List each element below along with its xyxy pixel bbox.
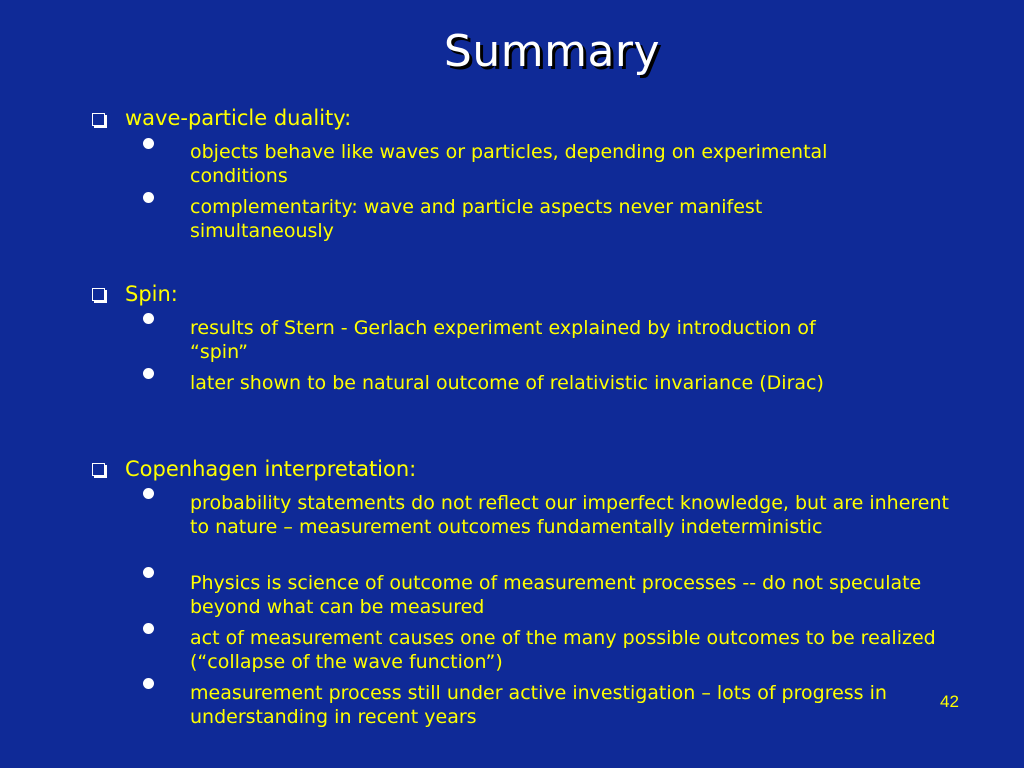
- bullet-dot-icon: [143, 313, 154, 324]
- bullet-dot-icon: [143, 368, 154, 379]
- section-box-bullet-icon: [92, 463, 105, 476]
- bullet-dot-icon: [143, 488, 154, 499]
- section-box-bullet-icon: [92, 113, 105, 126]
- section-heading-copenhagen: Copenhagen interpretation:: [125, 457, 417, 481]
- list-item: results of Stern - Gerlach experiment explained by introduction of “spin”: [190, 317, 816, 363]
- list-item: objects behave like waves or particles, depending on experimental conditions: [190, 141, 828, 187]
- section-box-bullet-icon: [92, 288, 105, 301]
- section-heading-spin: Spin:: [125, 282, 178, 306]
- bullet-dot-icon: [143, 567, 154, 578]
- bullet-dot-icon: [143, 623, 154, 634]
- list-item: later shown to be natural outcome of relativistic invariance (Dirac): [190, 372, 824, 394]
- slide-title: Summary: [443, 26, 661, 77]
- section-heading-wave-particle: wave-particle duality:: [125, 106, 352, 130]
- list-item: probability statements do not reflect our imperfect knowledge, but are inherent to nature – measurement outcomes fundamentally indeterministic: [190, 492, 949, 538]
- page-number: 42: [940, 692, 959, 711]
- list-item: act of measurement causes one of the many possible outcomes to be realized (“collapse of the wave function”): [190, 627, 936, 673]
- list-item: measurement process still under active investigation – lots of progress in understanding in recent years: [190, 682, 887, 728]
- bullet-dot-icon: [143, 138, 154, 149]
- list-item: Physics is science of outcome of measurement processes -- do not speculate beyond what can be measured: [190, 572, 922, 618]
- bullet-dot-icon: [143, 192, 154, 203]
- bullet-dot-icon: [143, 678, 154, 689]
- list-item: complementarity: wave and particle aspects never manifest simultaneously: [190, 196, 763, 242]
